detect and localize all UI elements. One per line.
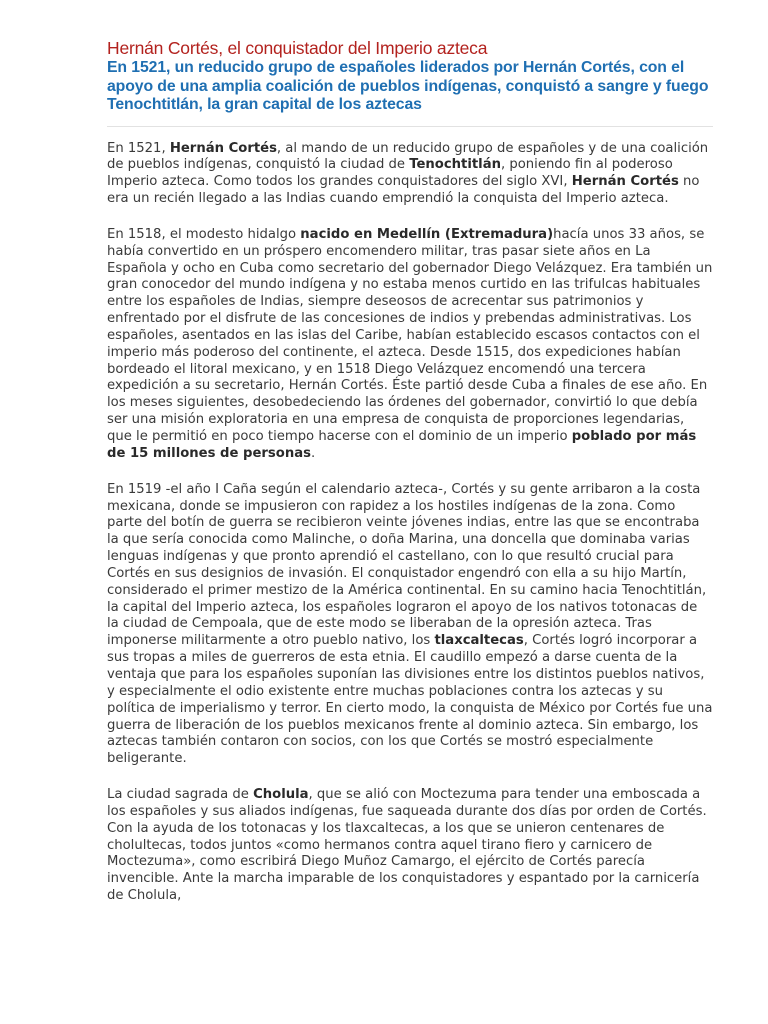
paragraph (107, 227, 713, 463)
text-run: , poniendo fin al poderoso Imperio azteca. Como todos los grandes conquistadores del siglo XVI, (107, 157, 673, 190)
bold-text: tlaxcaltecas (434, 633, 524, 649)
paragraph (107, 787, 713, 905)
divider (107, 126, 713, 127)
bold-text: Hernán Cortés (571, 174, 679, 190)
article-body (107, 141, 713, 905)
page-title: Hernán Cortés, el conquistador del Imperio azteca (107, 38, 488, 58)
text-run: , que se alió con Moctezuma para tender una emboscada a los españoles y sus aliados indígenas, fue saqueada durante dos días por orden de Cortés. Con la ayuda de los totonacas y los tlaxcaltecas, a los que se unieron centenares de cholultecas, todos juntos «como hermanos contra aquel tirano fiero y carnicero de Moctezuma», como escribirá Diego Muñoz Camargo, el ejército de Cortés parecía invencible. Ante la marcha imparable de los conquistadores y espantado por la carnicería de Cholula, (107, 787, 707, 904)
paragraph (107, 482, 713, 768)
text-run: En 1521, (107, 140, 170, 156)
text-run: En 1519 -el año I Caña según el calendario azteca-, Cortés y su gente arribaron a la costa mexicana, donde se impusieron con rapidez a los hostiles indígenas de la zona. Como parte del botín de guerra se recibieron veinte jóvenes indias, entre las que se encontraba la que sería conocida como Malinche, o doña Marina, una doncella que dominaba varias lenguas indígenas y que pronto aprendió el castellano, con lo que resultó crucial para Cortés en sus designios de invasión. El conquistador engendró con ella a su hijo Martín, considerado el primer mestizo de la América continental. En su camino hacia Tenochtitlán, la capital del Imperio azteca, los españoles lograron el apoyo de los nativos totonacas de la ciudad de Cempoala, que de este modo se liberaban de la opresión azteca. Tras imponerse militarmente a otro pueblo nativo, los (107, 481, 707, 649)
paragraph (107, 141, 713, 208)
bold-text: poblado por más de 15 millones de personas (107, 429, 697, 461)
bold-text: Tenochtitlán (409, 157, 501, 173)
page-subtitle: En 1521, un reducido grupo de españoles liderados por Hernán Cortés, con el apoyo de una amplia coalición de pueblos indígenas, conquistó a sangre y fuego Tenochtitlán, la gran capital de los aztecas (107, 59, 709, 113)
bold-text: Hernán Cortés (169, 140, 277, 156)
text-run: , al mando de un reducido grupo de españoles y de una coalición de pueblos indígenas, conquistó la ciudad de (107, 140, 709, 173)
text-run: En 1518, el modesto hidalgo (107, 226, 301, 242)
text-run: La ciudad sagrada de (107, 787, 254, 803)
text-run: , Cortés logró incorporar a sus tropas a miles de guerreros de esta etnia. El caudillo empezó a darse cuenta de la ventaja que para los españoles suponían las divisiones entre los distintos pueblos nativos, y especialmente el odio existente entre muchas poblaciones contra los aztecas y su política de imperialismo y terror. En cierto modo, la conquista de México por Cortés fue una guerra de liberación de los pueblos mexicanos frente al dominio azteca. Sin embargo, los aztecas también contaron con socios, con los que Cortés se mostró especialmente beligerante. (107, 633, 713, 767)
text-run: no era un recién llegado a las Indias cuando emprendió la conquista del Imperio azteca. (107, 174, 700, 207)
text-run: . (310, 445, 316, 461)
bold-text: nacido en Medellín (Extremadura) (300, 226, 554, 242)
bold-text: Cholula (253, 787, 309, 803)
text-run: hacía unos 33 años, se había convertido en un próspero encomendero militar, tras pasar siete años en La Española y ocho en Cuba como secretario del gobernador Diego Velázquez. Era también un gran conocedor del mundo indígena y no estaba menos curtido en las trifulcas habituales entre los españoles de Indias, siempre deseosos de acrecentar sus patrimonios y enfrentado por el disfrute de las concesiones de indios y prebendas administrativas. Los españoles, asentados en las islas del Caribe, habían establecido escasos contactos con el imperio más poderoso del continente, el azteca. Desde 1515, dos expediciones habían bordeado el litoral mexicano, y en 1518 Diego Velázquez encomendó una tercera expedición a su secretario, Hernán Cortés. Éste partió desde Cuba a finales de ese año. En los meses siguientes, desobedeciendo las órdenes del gobernador, convirtió lo que debía ser una misión exploratoria en una empresa de conquista de proporciones legendarias, que le permitió en poco tiempo hacerse con el dominio de un imperio (107, 226, 713, 444)
